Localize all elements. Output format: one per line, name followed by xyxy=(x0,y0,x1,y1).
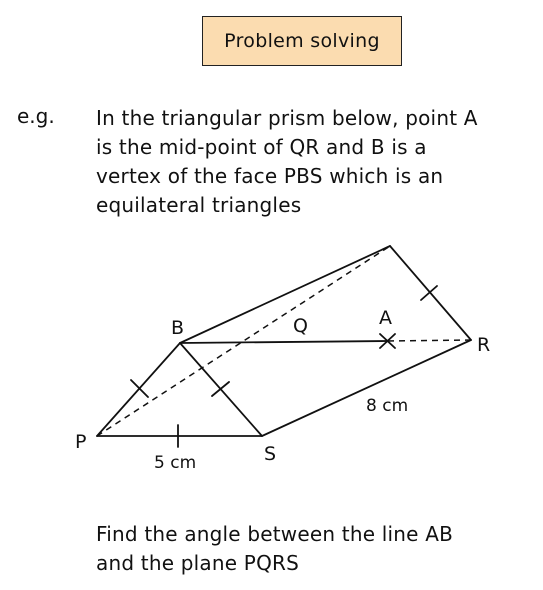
problem-line: is the mid-point of QR and B is a xyxy=(96,135,427,159)
title-box xyxy=(202,16,402,66)
label-length-ps: 5 cm xyxy=(154,453,197,473)
label-length-sr: 8 cm xyxy=(366,396,409,416)
problem-line: vertex of the face PBS which is an xyxy=(96,164,444,188)
edge-ar-hidden xyxy=(388,340,471,341)
label-q: Q xyxy=(293,315,308,337)
problem-line: equilateral triangles xyxy=(96,193,302,217)
question xyxy=(96,520,536,578)
label-r: R xyxy=(477,334,491,356)
example-label: e.g. xyxy=(17,104,55,128)
question-line: Find the angle between the line AB xyxy=(96,522,454,546)
line-ba xyxy=(180,341,388,343)
edge-sr xyxy=(262,340,471,436)
problem-statement xyxy=(96,104,536,220)
label-s: S xyxy=(264,443,277,465)
edge-pb xyxy=(97,343,180,436)
tick-bs xyxy=(212,382,229,396)
label-b: B xyxy=(171,317,185,339)
problem-line: In the triangular prism below, point A xyxy=(96,106,478,130)
edge-b-top xyxy=(180,246,390,343)
label-p: P xyxy=(75,431,87,453)
prism-diagram xyxy=(0,230,543,480)
title-text: Problem solving xyxy=(224,30,380,52)
edge-top-r xyxy=(390,246,471,340)
label-a: A xyxy=(379,307,392,329)
question-line: and the plane PQRS xyxy=(96,551,300,575)
